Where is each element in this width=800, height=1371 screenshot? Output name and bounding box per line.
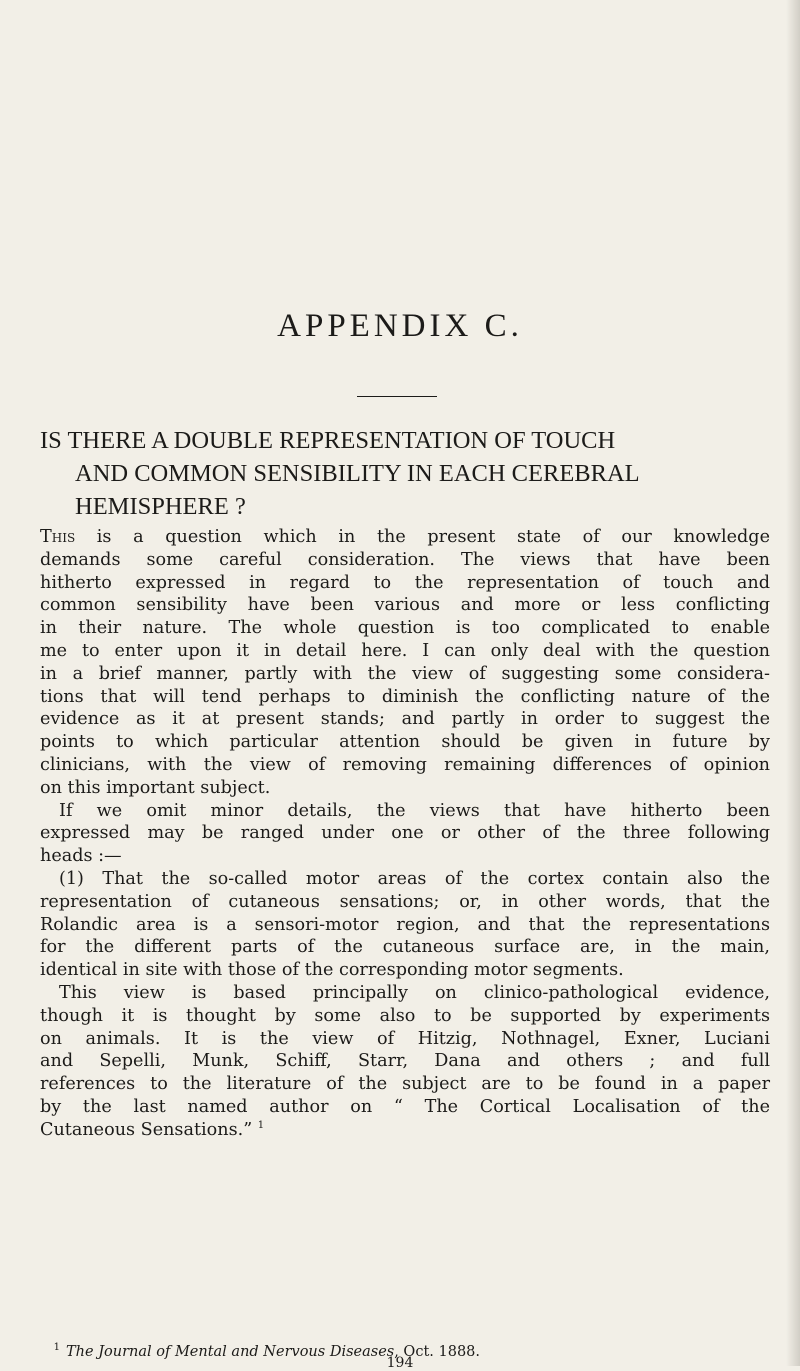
paragraph-line: hitherto expressed in regard to the representation of touch and	[40, 572, 770, 593]
paragraph-line: demands some careful consideration. The views that have been	[40, 549, 770, 570]
paragraph-line: This view is based principally on clinico-pathological evidence,	[59, 982, 770, 1003]
paragraph-line: me to enter upon it in detail here. I can only deal with the question	[40, 640, 770, 661]
body-text	[40, 526, 770, 1142]
heading-line: AND COMMON SENSIBILITY IN EACH CEREBRAL	[75, 460, 640, 487]
paragraph-line: on animals. It is the view of Hitzig, Nothnagel, Exner, Luciani	[40, 1028, 770, 1049]
paragraph-line: references to the literature of the subject are to be found in a paper	[40, 1074, 770, 1095]
page-edge-shadow	[786, 0, 800, 1366]
paragraph-line: for the different parts of the cutaneous surface are, in the main,	[40, 937, 770, 958]
paragraph-line: identical in site with those of the corresponding motor segments.	[40, 960, 624, 981]
footnote-marker: 1	[53, 1342, 60, 1353]
paragraph-line: common sensibility have been various and more or less conflicting	[40, 595, 770, 616]
section-heading	[40, 424, 770, 523]
footnote-date: , Oct. 1888.	[394, 1343, 481, 1360]
paragraph-line: clinicians, with the view of removing remaining differences of opinion	[40, 754, 770, 775]
heading-line: HEMISPHERE ?	[75, 493, 246, 520]
paragraph-line: This is a question which in the present state of our knowledge	[40, 527, 770, 547]
paragraph-line: by the last named author on “ The Cortical Localisation of the	[40, 1096, 770, 1117]
paragraph-line: in their nature. The whole question is too complicated to enable	[40, 618, 770, 639]
paragraph-line: points to which particular attention should be given in future by	[40, 732, 770, 753]
paragraph-line: and Sepelli, Munk, Schiff, Starr, Dana and others ; and full	[40, 1051, 770, 1072]
paragraph-line: though it is thought by some also to be supported by experiments	[40, 1005, 770, 1026]
paragraph-line: representation of cutaneous sensations; or, in other words, that the	[40, 891, 770, 912]
appendix-title: APPENDIX C.	[277, 308, 523, 344]
heading-line: IS THERE A DOUBLE REPRESENTATION OF TOUCH	[40, 427, 616, 454]
paragraph-line: tions that will tend perhaps to diminish the conflicting nature of the	[40, 686, 770, 707]
paragraph-line: If we omit minor details, the views that have hitherto been	[59, 800, 770, 821]
title-rule-divider	[357, 396, 437, 397]
small-caps-lead-word: This	[40, 527, 76, 547]
paragraph-line: expressed may be ranged under one or other of the three following	[40, 823, 770, 844]
paragraph-line: on this important subject.	[40, 777, 271, 798]
footnote-reference[interactable]: 1	[257, 1119, 265, 1131]
paragraph-line: heads :—	[40, 846, 122, 867]
paragraph-line: in a brief manner, partly with the view of suggesting some considera-	[40, 663, 770, 684]
paragraph-line: evidence as it at present stands; and partly in order to suggest the	[40, 709, 770, 730]
paragraph-line: (1) That the so-called motor areas of the cortex contain also the	[59, 868, 770, 889]
footnote-journal-title: The Journal of Mental and Nervous Diseases	[66, 1343, 395, 1360]
paragraph-line: Cutaneous Sensations.” $^1$	[40, 1119, 265, 1140]
page-number: 194	[386, 1355, 414, 1371]
paragraph-line: Rolandic area is a sensori-motor region, and that the representations	[40, 914, 770, 935]
